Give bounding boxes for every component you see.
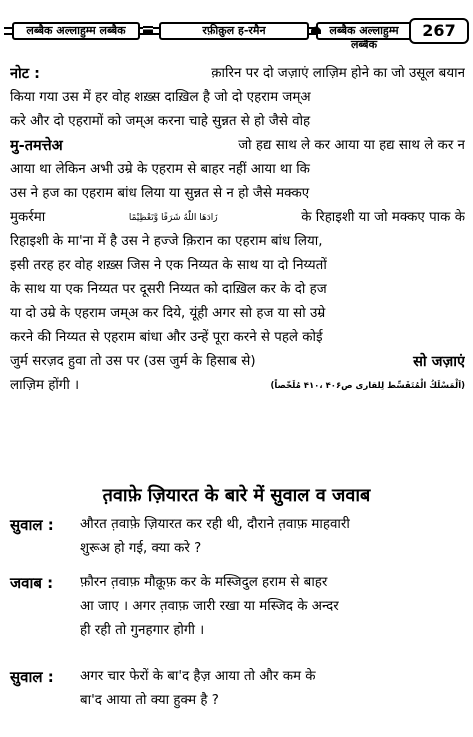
line-text: जो हद्य साथ ले कर आया या हद्य साथ ले कर न: [238, 138, 465, 153]
text-line: [10, 230, 465, 254]
qa-label: सुवाल :: [10, 668, 54, 686]
line-text: लाज़िम होंगी ।: [10, 378, 80, 393]
bold-term-mutamattea: मु-तमत्तेअ: [10, 138, 63, 154]
kaaba-icon: [142, 23, 154, 35]
text-line: [80, 537, 465, 561]
text-line: [10, 350, 465, 374]
header-right-text: लब्बैक अल्लाहुम्म लब्बैक: [329, 24, 399, 51]
line-text: आया था लेकिन अभी उम्रे के एहराम से बाहर नहीं आया था कि: [10, 162, 310, 177]
header-left-label: [12, 22, 140, 40]
line-text: औरत त़वाफ़े ज़ियारत कर रही थी, दौराने त़वाफ़ माहवारी: [80, 517, 350, 532]
section-title: त़वाफ़े ज़ियारत के बारे में सुवाल व जवाब: [102, 485, 371, 506]
text-line: [10, 254, 465, 278]
text-line: [80, 571, 465, 595]
text-line: [10, 374, 465, 398]
text-line: [10, 326, 465, 350]
header-title: [159, 22, 309, 40]
dome-icon: [310, 23, 322, 35]
page-number: 267: [409, 18, 469, 44]
line-text: ही रही तो गुनहगार होगी ।: [80, 623, 205, 638]
text-line: [10, 278, 465, 302]
header-left-text: लब्बैक अल्लाहुम्म लब्बैक: [26, 24, 126, 37]
text-line: [10, 302, 465, 326]
line-text: शुरूअ हो गई, क्या करे ?: [80, 541, 202, 556]
text-line: [10, 206, 465, 230]
note-paragraph: [10, 62, 465, 398]
line-text: क़ारिन पर दो जज़ाएं लाज़िम होने का जो उसूल बयान: [211, 66, 465, 81]
text-line: [80, 513, 465, 537]
arabic-dua: زَادَهَا اللّٰهُ شَرَفًا وَّتَعْظِيْمًا: [128, 213, 218, 223]
qa-text: [80, 571, 465, 643]
line-text: करे और दो एहरामों को जम्अ करना चाहे सुन्नत से हो जैसे वोह: [10, 114, 311, 129]
note-label: नोट :: [10, 66, 40, 82]
qa-text: [80, 665, 465, 713]
mukarrama-word: मुकर्रमा: [10, 210, 46, 225]
line-text: अगर चार फेरों के बा'द हैज़ आया तो और कम के: [80, 669, 316, 684]
text-line: [80, 689, 465, 713]
text-line: [80, 665, 465, 689]
text-line: [10, 134, 465, 158]
line-text: या दो उम्रे के एहराम जम्अ कर दिये, यूंही अगर सो हज या सो उम्रे: [10, 306, 326, 321]
qa-label: सुवाल :: [10, 516, 54, 534]
page-header: [4, 21, 469, 51]
header-title-text: रफ़ीक़ुल ह-रमैन: [202, 24, 266, 37]
text-line: [10, 86, 465, 110]
line-text: किया गया उस में हर वोह शख़्स दाख़िल है जो दो एहराम जम्अ: [10, 90, 311, 105]
line-text: करने की निय्यत से एहराम बांधा और उन्हें पूरा करने से पहले कोई: [10, 330, 323, 345]
line-text: के रिहाइशी या जो मक्कए पाक के: [301, 210, 465, 225]
text-line: [80, 619, 465, 643]
bold-term-sau-jazaen: सो जज़ाएं: [413, 354, 465, 370]
qa-label: जवाब :: [10, 574, 54, 592]
text-line: [10, 158, 465, 182]
text-line: [10, 62, 465, 86]
text-line: [80, 595, 465, 619]
line-text: इसी तरह हर वोह शख़्स जिस ने एक निय्यत के साथ या दो निय्यतों: [10, 258, 327, 273]
line-text: रिहाइशी के मा'ना में है उस ने हज्जे क़िरान का एहराम बांध लिया,: [10, 234, 323, 249]
line-text: जुर्म सरज़द हुवा तो उस पर (उस जुर्म के हिसाब से): [10, 354, 256, 369]
line-text: आ जाए । अगर त़वाफ़ जारी रखा या मस्जिद के अन्दर: [80, 599, 339, 614]
line-text: फ़ौरन त़वाफ़ मौक़ूफ़ कर के मस्जिदुल हराम से बाहर: [80, 575, 328, 590]
line-text: के साथ या एक निय्यत पर दूसरी निय्यत को दाख़िल कर के दो हज: [10, 282, 327, 297]
qa-text: [80, 513, 465, 561]
reference-citation: (اَلْمَسْلَكُ الْمُتَقَسِّط لِلقاری ص۴۰۶ ،۴۱۰ مُلَخّصاً): [270, 381, 465, 391]
line-text: बा'द आया तो क्या हुक्म है ?: [80, 693, 219, 708]
header-right-label: [316, 22, 412, 51]
line-text: उस ने हज का एहराम बांध लिया या सुन्नत से न हो जैसे मक्कए: [10, 186, 310, 201]
text-line: [10, 182, 465, 206]
text-line: [10, 110, 465, 134]
